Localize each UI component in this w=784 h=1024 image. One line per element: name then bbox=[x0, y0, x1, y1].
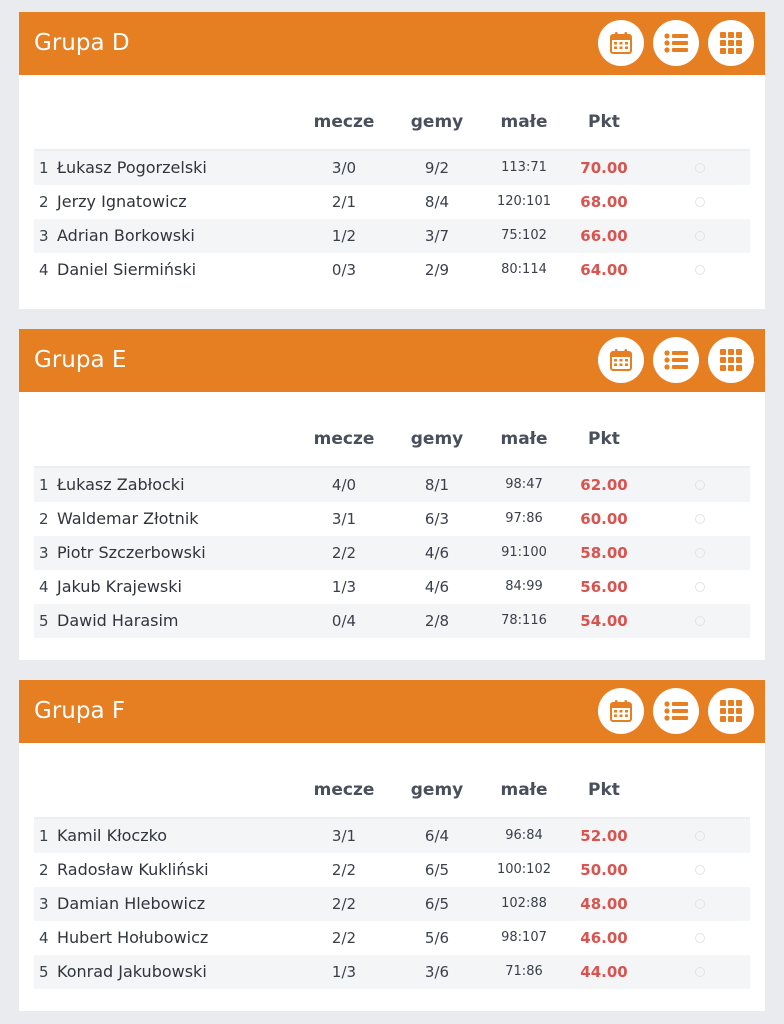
calendar-button[interactable] bbox=[598, 20, 644, 66]
group-panel-e bbox=[19, 329, 765, 660]
position-cell: 3 bbox=[39, 544, 49, 562]
player-name[interactable]: Dawid Harasim bbox=[57, 611, 179, 630]
grid-button[interactable] bbox=[708, 20, 754, 66]
matches-cell: 4/0 bbox=[331, 476, 357, 494]
table-row[interactable] bbox=[34, 468, 750, 502]
matches-cell: 0/3 bbox=[331, 261, 357, 279]
calendar-button[interactable] bbox=[598, 688, 644, 734]
matches-cell: 3/1 bbox=[331, 827, 357, 845]
col-header-male: małe bbox=[500, 429, 548, 449]
player-name[interactable]: Daniel Siermiński bbox=[57, 260, 197, 279]
standings-table bbox=[34, 149, 750, 287]
row-marker bbox=[695, 967, 705, 977]
points-small-cell: 102:88 bbox=[501, 896, 547, 911]
group-header bbox=[19, 12, 765, 75]
group-title: Grupa D bbox=[34, 30, 130, 56]
games-cell: 3/6 bbox=[424, 963, 450, 981]
row-marker bbox=[695, 514, 705, 524]
position-cell: 2 bbox=[39, 861, 49, 879]
table-row[interactable] bbox=[34, 536, 750, 570]
table-header bbox=[19, 429, 765, 453]
calendar-icon bbox=[609, 31, 633, 55]
points-small-cell: 84:99 bbox=[505, 579, 543, 594]
player-name[interactable]: Hubert Hołubowicz bbox=[57, 928, 209, 947]
points-small-cell: 75:102 bbox=[501, 228, 547, 243]
position-cell: 5 bbox=[39, 612, 49, 630]
matches-cell: 0/4 bbox=[331, 612, 357, 630]
table-header bbox=[19, 112, 765, 136]
group-panel-d bbox=[19, 12, 765, 309]
games-cell: 6/5 bbox=[424, 895, 450, 913]
row-marker bbox=[695, 265, 705, 275]
calendar-button[interactable] bbox=[598, 337, 644, 383]
position-cell: 2 bbox=[39, 510, 49, 528]
group-header bbox=[19, 680, 765, 743]
table-row[interactable] bbox=[34, 570, 750, 604]
position-cell: 2 bbox=[39, 193, 49, 211]
points-small-cell: 80:114 bbox=[501, 262, 547, 277]
pkt-cell: 58.00 bbox=[580, 544, 628, 562]
row-marker bbox=[695, 163, 705, 173]
list-icon bbox=[664, 32, 688, 54]
list-button[interactable] bbox=[653, 20, 699, 66]
table-row[interactable] bbox=[34, 887, 750, 921]
table-row[interactable] bbox=[34, 604, 750, 638]
matches-cell: 3/0 bbox=[331, 159, 357, 177]
row-marker bbox=[695, 480, 705, 490]
player-name[interactable]: Jakub Krajewski bbox=[57, 577, 182, 596]
player-name[interactable]: Waldemar Złotnik bbox=[57, 509, 199, 528]
standings-table bbox=[34, 817, 750, 989]
games-cell: 6/4 bbox=[424, 827, 450, 845]
games-cell: 5/6 bbox=[424, 929, 450, 947]
player-name[interactable]: Piotr Szczerbowski bbox=[57, 543, 206, 562]
matches-cell: 2/2 bbox=[331, 929, 357, 947]
calendar-icon bbox=[609, 699, 633, 723]
table-row[interactable] bbox=[34, 253, 750, 287]
col-header-male: małe bbox=[500, 112, 548, 132]
grid-button[interactable] bbox=[708, 688, 754, 734]
games-cell: 8/1 bbox=[424, 476, 450, 494]
matches-cell: 3/1 bbox=[331, 510, 357, 528]
list-icon bbox=[664, 700, 688, 722]
col-header-pkt: Pkt bbox=[588, 112, 620, 132]
col-header-mecze: mecze bbox=[313, 112, 375, 132]
row-marker bbox=[695, 616, 705, 626]
games-cell: 6/3 bbox=[424, 510, 450, 528]
player-name[interactable]: Damian Hlebowicz bbox=[57, 894, 206, 913]
player-name[interactable]: Jerzy Ignatowicz bbox=[57, 192, 187, 211]
position-cell: 1 bbox=[39, 476, 49, 494]
pkt-cell: 54.00 bbox=[580, 612, 628, 630]
points-small-cell: 98:47 bbox=[505, 477, 543, 492]
table-header bbox=[19, 780, 765, 804]
group-panel-f bbox=[19, 680, 765, 1011]
row-marker bbox=[695, 831, 705, 841]
pkt-cell: 52.00 bbox=[580, 827, 628, 845]
points-small-cell: 71:86 bbox=[505, 964, 543, 979]
position-cell: 1 bbox=[39, 827, 49, 845]
player-name[interactable]: Łukasz Zabłocki bbox=[57, 475, 185, 494]
pkt-cell: 60.00 bbox=[580, 510, 628, 528]
row-marker bbox=[695, 197, 705, 207]
position-cell: 3 bbox=[39, 895, 49, 913]
games-cell: 2/9 bbox=[424, 261, 450, 279]
list-button[interactable] bbox=[653, 337, 699, 383]
table-row[interactable] bbox=[34, 151, 750, 185]
group-header bbox=[19, 329, 765, 392]
pkt-cell: 56.00 bbox=[580, 578, 628, 596]
pkt-cell: 50.00 bbox=[580, 861, 628, 879]
games-cell: 3/7 bbox=[424, 227, 450, 245]
grid-icon bbox=[720, 700, 742, 722]
player-name[interactable]: Łukasz Pogorzelski bbox=[57, 158, 207, 177]
points-small-cell: 97:86 bbox=[505, 511, 543, 526]
table-row[interactable] bbox=[34, 819, 750, 853]
pkt-cell: 44.00 bbox=[580, 963, 628, 981]
col-header-gemy: gemy bbox=[410, 429, 464, 449]
points-small-cell: 113:71 bbox=[501, 160, 547, 175]
row-marker bbox=[695, 548, 705, 558]
matches-cell: 1/3 bbox=[331, 963, 357, 981]
position-cell: 3 bbox=[39, 227, 49, 245]
player-name[interactable]: Radosław Kukliński bbox=[57, 860, 209, 879]
games-cell: 9/2 bbox=[424, 159, 450, 177]
row-marker bbox=[695, 933, 705, 943]
group-title: Grupa F bbox=[34, 698, 126, 724]
matches-cell: 2/1 bbox=[331, 193, 357, 211]
list-button[interactable] bbox=[653, 688, 699, 734]
position-cell: 4 bbox=[39, 929, 49, 947]
player-name[interactable]: Konrad Jakubowski bbox=[57, 962, 207, 981]
table-row[interactable] bbox=[34, 185, 750, 219]
col-header-pkt: Pkt bbox=[588, 429, 620, 449]
row-marker bbox=[695, 582, 705, 592]
grid-icon bbox=[720, 349, 742, 371]
points-small-cell: 91:100 bbox=[501, 545, 547, 560]
position-cell: 1 bbox=[39, 159, 49, 177]
col-header-mecze: mecze bbox=[313, 780, 375, 800]
pkt-cell: 62.00 bbox=[580, 476, 628, 494]
games-cell: 4/6 bbox=[424, 544, 450, 562]
games-cell: 4/6 bbox=[424, 578, 450, 596]
row-marker bbox=[695, 865, 705, 875]
matches-cell: 2/2 bbox=[331, 544, 357, 562]
table-row[interactable] bbox=[34, 219, 750, 253]
col-header-male: małe bbox=[500, 780, 548, 800]
grid-button[interactable] bbox=[708, 337, 754, 383]
pkt-cell: 68.00 bbox=[580, 193, 628, 211]
pkt-cell: 70.00 bbox=[580, 159, 628, 177]
points-small-cell: 120:101 bbox=[496, 194, 551, 209]
points-small-cell: 78:116 bbox=[501, 613, 547, 628]
table-row[interactable] bbox=[34, 853, 750, 887]
col-header-gemy: gemy bbox=[410, 780, 464, 800]
pkt-cell: 64.00 bbox=[580, 261, 628, 279]
matches-cell: 1/2 bbox=[331, 227, 357, 245]
standings-table bbox=[34, 466, 750, 638]
pkt-cell: 48.00 bbox=[580, 895, 628, 913]
calendar-icon bbox=[609, 348, 633, 372]
grid-icon bbox=[720, 32, 742, 54]
col-header-gemy: gemy bbox=[410, 112, 464, 132]
player-name[interactable]: Adrian Borkowski bbox=[57, 226, 195, 245]
group-title: Grupa E bbox=[34, 347, 127, 373]
position-cell: 4 bbox=[39, 578, 49, 596]
pkt-cell: 46.00 bbox=[580, 929, 628, 947]
table-row[interactable] bbox=[34, 921, 750, 955]
matches-cell: 1/3 bbox=[331, 578, 357, 596]
games-cell: 6/5 bbox=[424, 861, 450, 879]
player-name[interactable]: Kamil Kłoczko bbox=[57, 826, 168, 845]
matches-cell: 2/2 bbox=[331, 861, 357, 879]
table-row[interactable] bbox=[34, 502, 750, 536]
table-row[interactable] bbox=[34, 955, 750, 989]
list-icon bbox=[664, 349, 688, 371]
points-small-cell: 96:84 bbox=[505, 828, 543, 843]
col-header-pkt: Pkt bbox=[588, 780, 620, 800]
games-cell: 2/8 bbox=[424, 612, 450, 630]
games-cell: 8/4 bbox=[424, 193, 450, 211]
points-small-cell: 98:107 bbox=[501, 930, 547, 945]
points-small-cell: 100:102 bbox=[496, 862, 551, 877]
pkt-cell: 66.00 bbox=[580, 227, 628, 245]
col-header-mecze: mecze bbox=[313, 429, 375, 449]
position-cell: 4 bbox=[39, 261, 49, 279]
row-marker bbox=[695, 899, 705, 909]
row-marker bbox=[695, 231, 705, 241]
matches-cell: 2/2 bbox=[331, 895, 357, 913]
position-cell: 5 bbox=[39, 963, 49, 981]
